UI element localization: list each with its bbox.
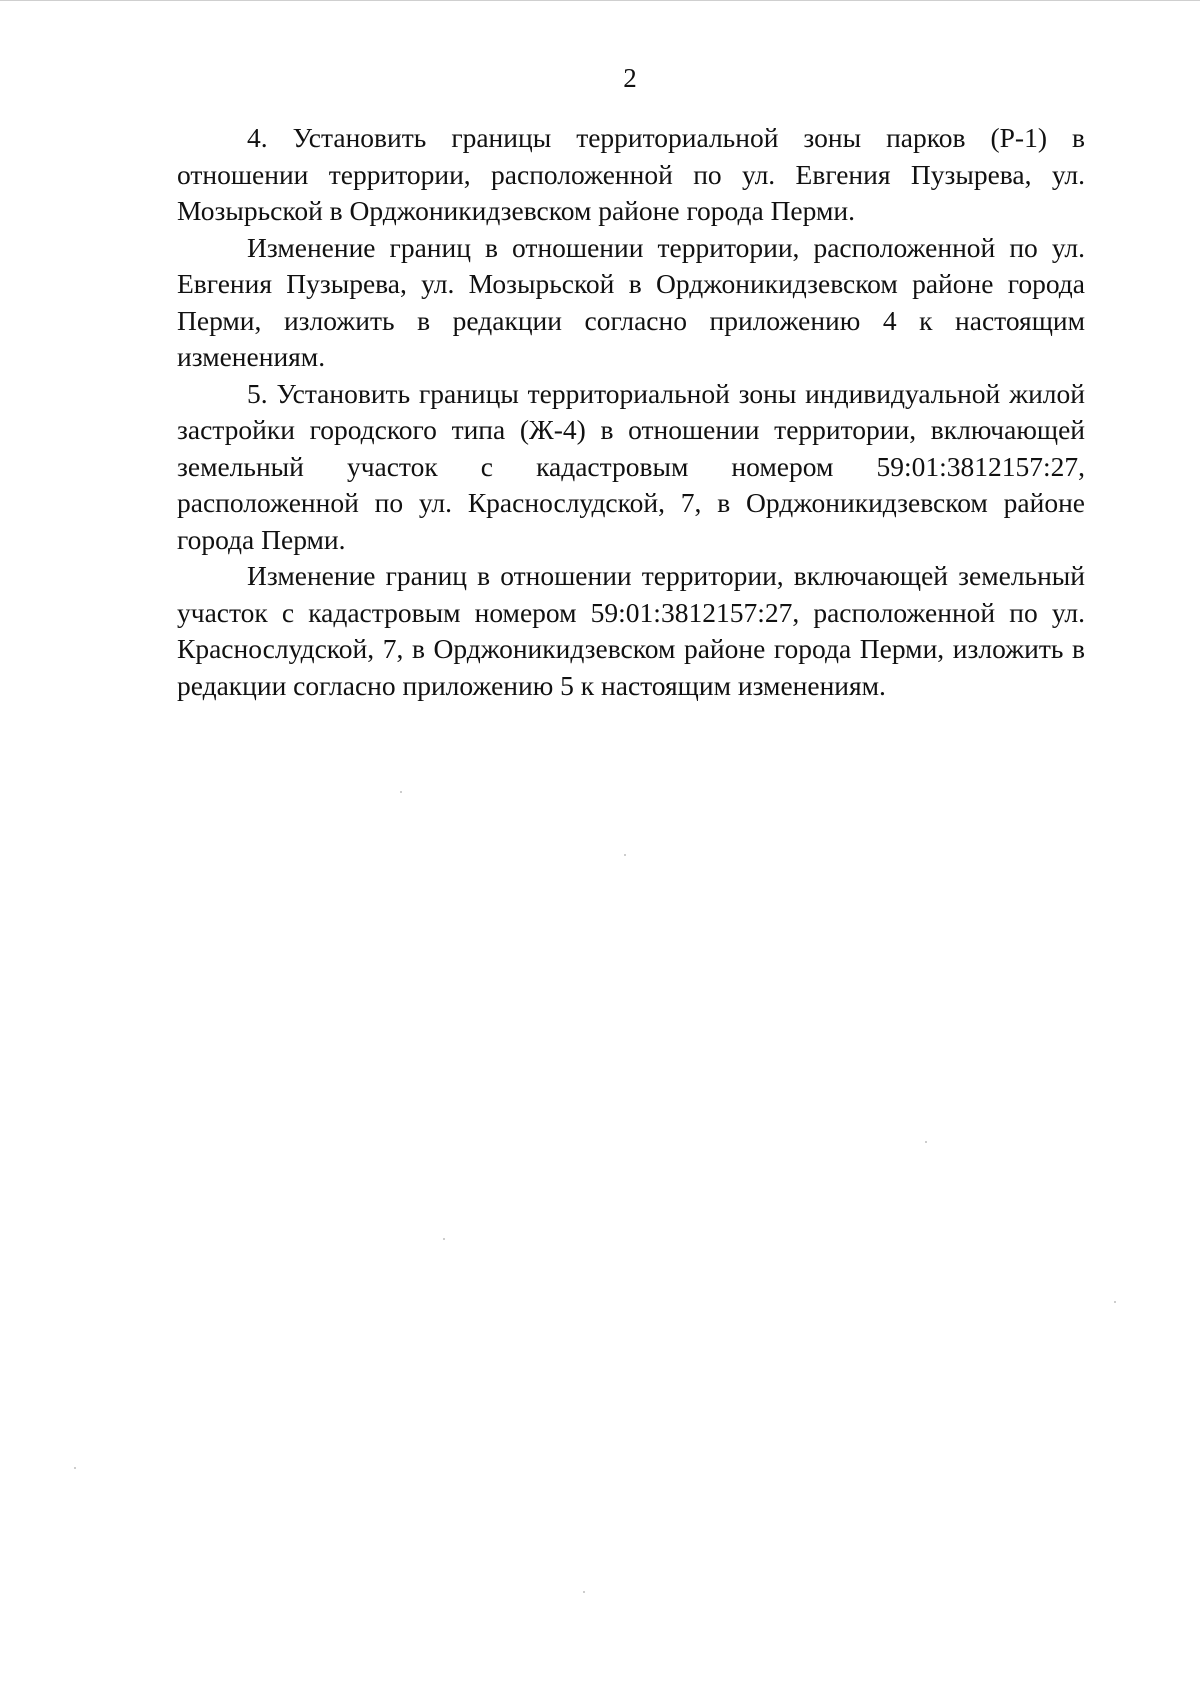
scan-speck bbox=[1114, 1301, 1116, 1303]
paragraph-item-5: 5. Установить границы территориальной зоны индивидуальной жилой застройки городского типа (Ж-4) в отношении территории, включающей земельный участок с кадастровым номером 59:01:3812157:27, расположенной по ул. Краснослудской, 7, в Орджоникидзевском районе города Перми. bbox=[177, 377, 1085, 555]
paragraph-boundary-change-appendix-4: Изменение границ в отношении территории, расположенной по ул. Евгения Пузырева, ул. Мозырьской в Орджоникидзевском районе города Перми, изложить в редакции согласно приложению 4 к настоящим изменениям. bbox=[177, 231, 1085, 372]
scan-speck bbox=[925, 1141, 927, 1143]
paragraph-boundary-change-appendix-5: Изменение границ в отношении территории, включающей земельный участок с кадастровым номером 59:01:3812157:27, расположенной по ул. Краснослудской, 7, в Орджоникидзевском районе города Перми, изложить в редакции согласно приложению 5 к настоящим изменениям. bbox=[177, 560, 1085, 701]
scan-speck bbox=[443, 1238, 445, 1240]
scan-speck bbox=[624, 854, 626, 856]
page-number: 2 bbox=[623, 63, 637, 93]
scan-speck bbox=[583, 1591, 585, 1593]
paragraph-item-4: 4. Установить границы территориальной зоны парков (Р-1) в отношении территории, расположенной по ул. Евгения Пузырева, ул. Мозырьской в Орджоникидзевском районе города Перми. bbox=[177, 122, 1085, 226]
scan-speck bbox=[400, 791, 402, 793]
document-body bbox=[177, 120, 1085, 704]
scan-speck bbox=[74, 1467, 76, 1469]
